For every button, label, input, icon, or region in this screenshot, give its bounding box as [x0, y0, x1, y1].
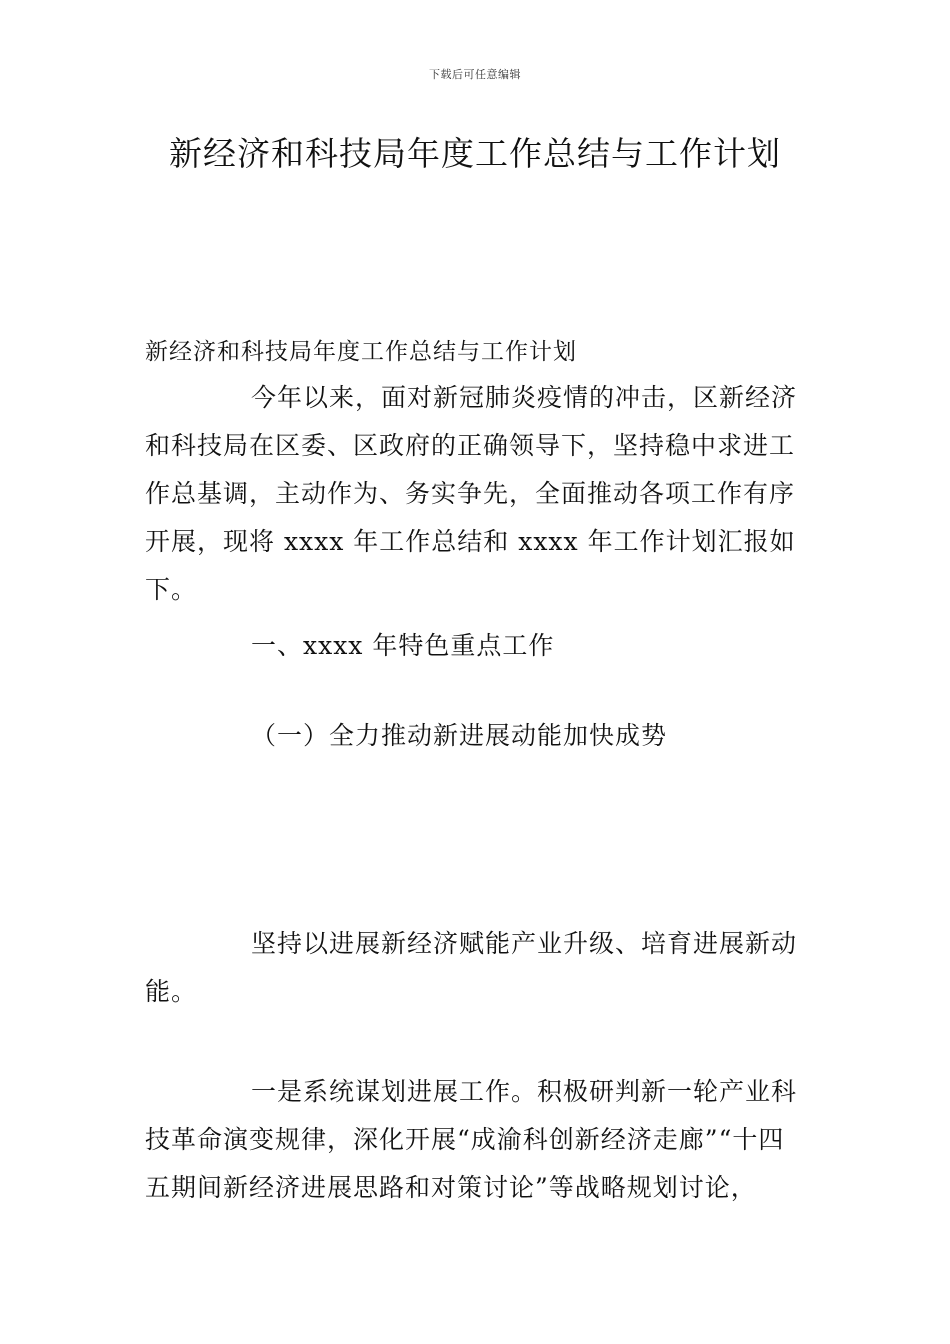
- document-subtitle: 新经济和科技局年度工作总结与工作计划: [145, 339, 577, 365]
- section-1-heading: 一、xxxx 年特色重点工作: [251, 631, 555, 660]
- document-title: 新经济和科技局年度工作总结与工作计划: [169, 134, 781, 173]
- section-1-1-item-1-paragraph: 一是系统谋划进展工作。积极研判新一轮产业科技革命演变规律，深化开展“成渝科创新经济走廊”“十四五期间新经济进展思路和对策讨论”等战略规划讨论，: [145, 1077, 798, 1202]
- header-note: 下载后可任意编辑: [429, 68, 521, 81]
- section-1-1-lead-paragraph: 坚持以进展新经济赋能产业升级、培育进展新动能。: [145, 929, 798, 1006]
- intro-paragraph: 今年以来，面对新冠肺炎疫情的冲击，区新经济和科技局在区委、区政府的正确领导下，坚持稳中求进工作总基调，主动作为、务实争先，全面推动各项工作有序开展，现将 xxxx 年工作总结和 xxxx 年工作计划汇报如下。: [145, 383, 798, 604]
- section-1-1-heading: （一）全力推动新进展动能加快成势: [251, 721, 668, 750]
